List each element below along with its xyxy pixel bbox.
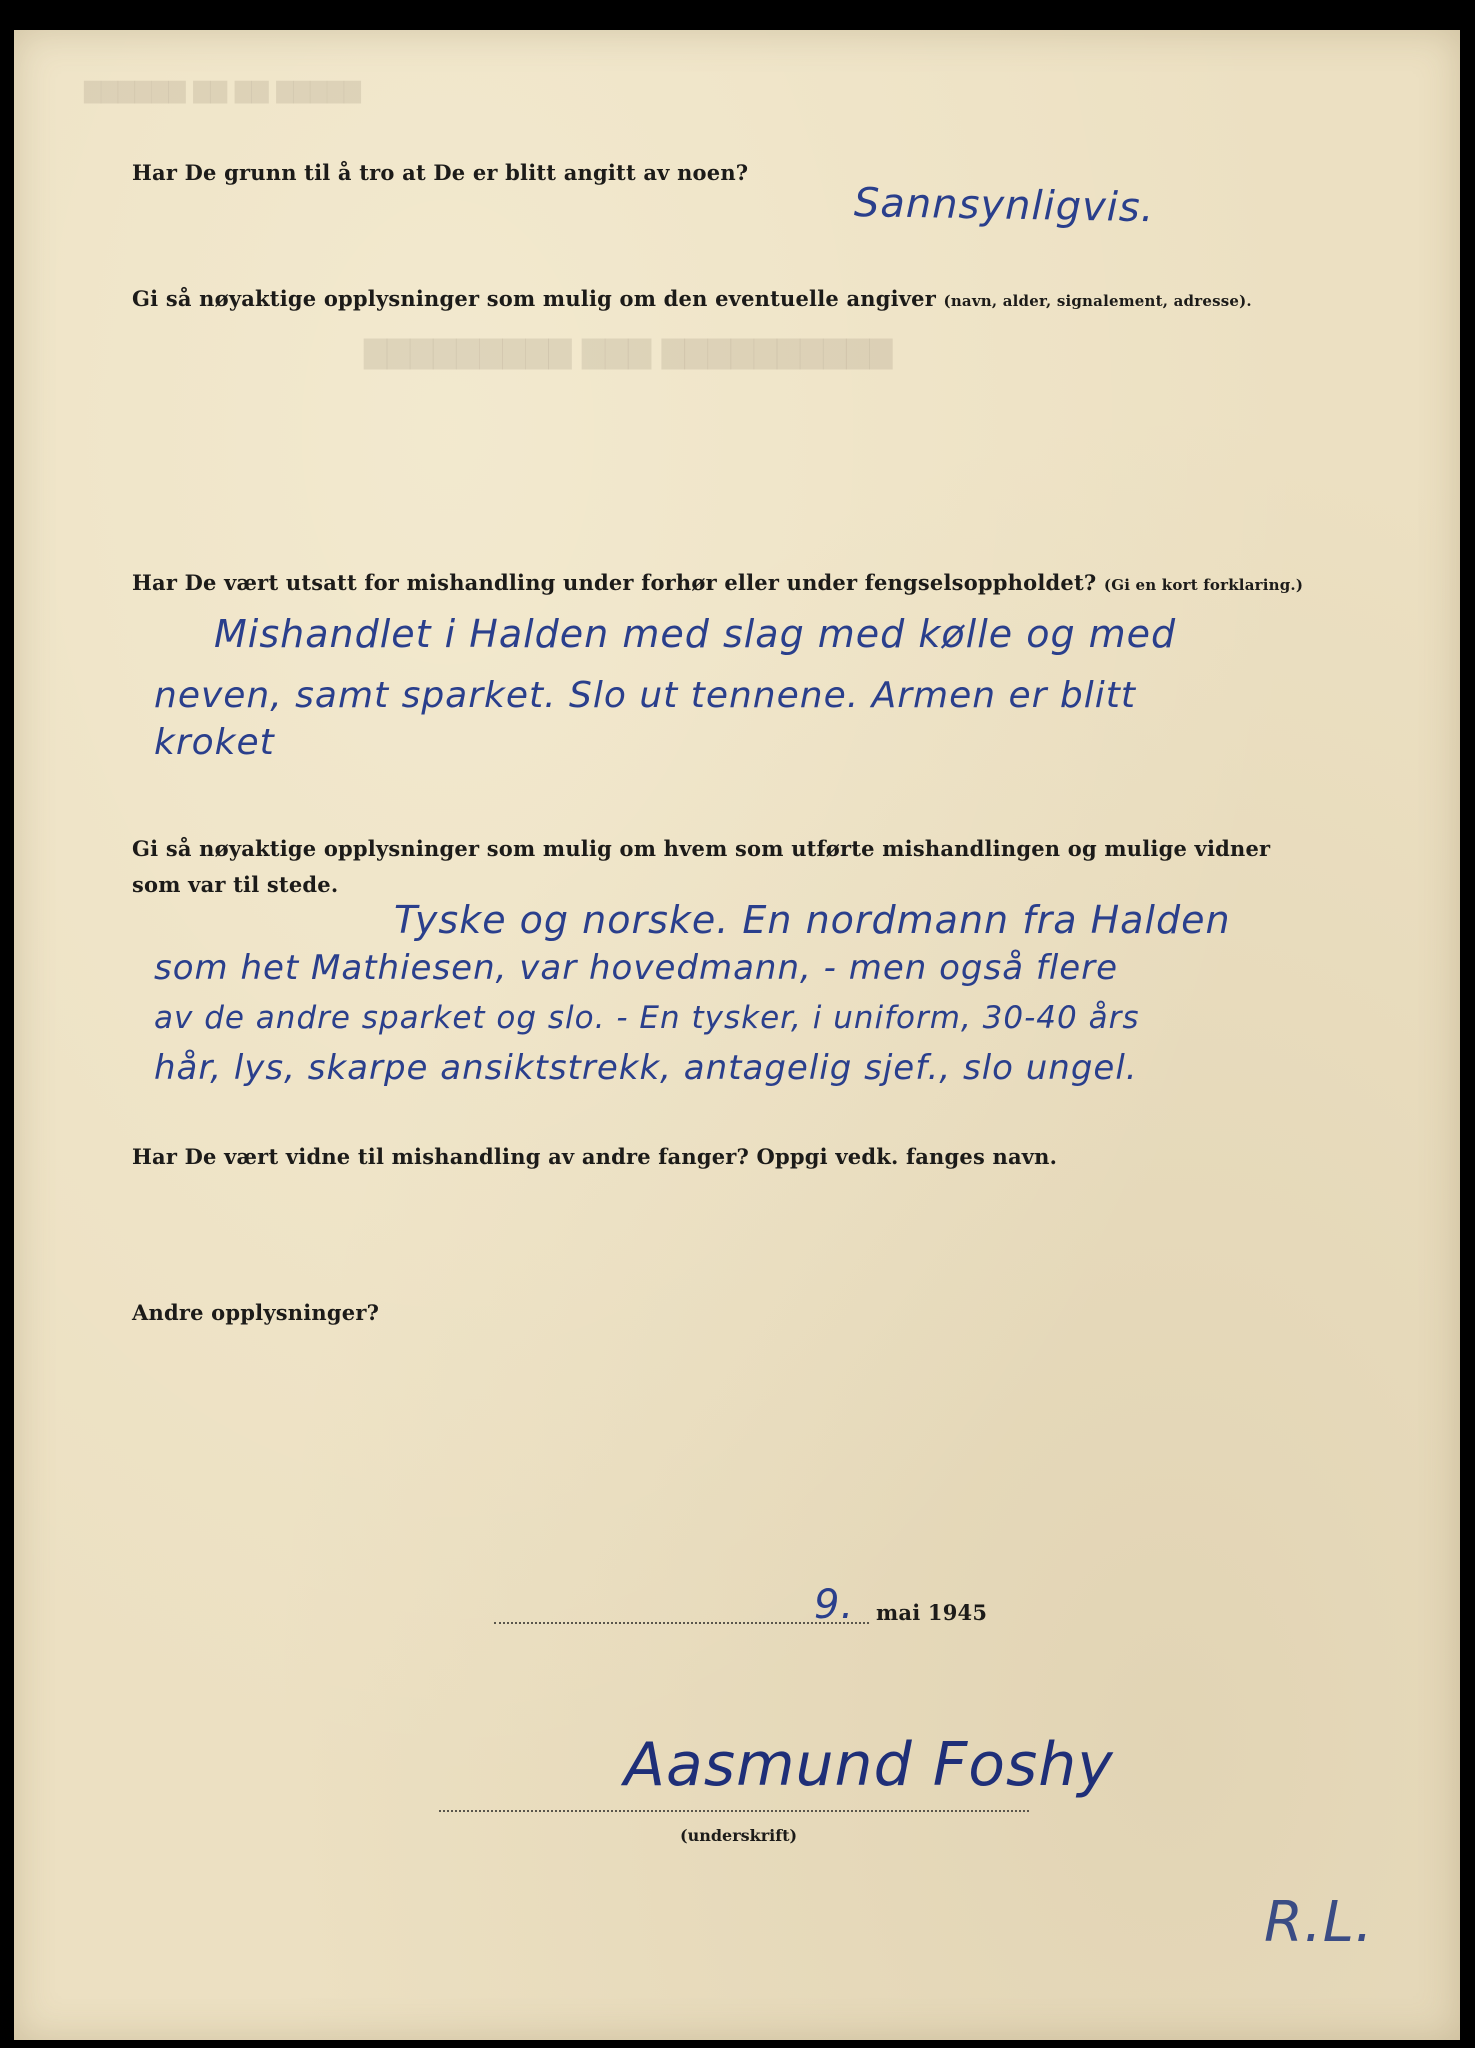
answer-3-line-3: kroket xyxy=(154,722,275,763)
date-day: 9. xyxy=(814,1582,855,1628)
answer-4-line-3: av de andre sparket og slo. - En tysker, i uniform, 30-40 års xyxy=(154,1000,1140,1036)
answer-4-line-4: hår, lys, skarpe ansiktstrekk, antagelig sjef., slo ungel. xyxy=(154,1048,1138,1088)
answer-3-line-2: neven, samt sparket. Slo ut tennene. Armen er blitt xyxy=(154,675,1137,716)
bleed-through-text: ▇▇▇▇▇ ▇▇ ▇▇ ▇▇▇▇▇▇ xyxy=(84,78,361,104)
question-3-note: (Gi en kort forklaring.) xyxy=(1103,576,1304,594)
question-5: Har De vært vidne til mishandling av andre fanger? Oppgi vedk. fanges navn. xyxy=(132,1144,1058,1169)
question-6: Andre opplysninger? xyxy=(132,1300,380,1325)
question-2 xyxy=(132,286,1252,311)
question-3-text: Har De vært utsatt for mishandling under forhør eller under fengselsoppholdet? xyxy=(132,570,1097,595)
date-text: mai 1945 xyxy=(876,1600,988,1625)
question-1: Har De grunn til å tro at De er blitt angitt av noen? xyxy=(132,160,749,185)
signature-line xyxy=(439,1810,1029,1812)
date-line xyxy=(494,1622,869,1624)
answer-3-line-1: Mishandlet i Halden med slag med kølle og med xyxy=(214,612,1177,656)
answer-1: Sannsynligvis. xyxy=(853,180,1155,232)
answer-4-line-1: Tyske og norske. En nordmann fra Halden xyxy=(394,898,1231,942)
signature: Aasmund Foshy xyxy=(624,1730,1114,1800)
question-2-text: Gi så nøyaktige opplysninger som mulig om den eventuelle angiver xyxy=(132,286,937,311)
answer-4-line-2: som het Mathiesen, var hovedmann, - men også flere xyxy=(154,948,1119,988)
question-4-line-1: Gi så nøyaktige opplysninger som mulig om hvem som utførte mishandlingen og mulige vidner xyxy=(132,836,1271,861)
question-2-note: (navn, alder, signalement, adresse). xyxy=(943,292,1252,310)
bleed-through-text: ▇▇▇▇▇▇▇▇▇▇ ▇▇▇ ▇▇▇▇▇▇▇▇▇ xyxy=(364,335,893,370)
question-4-line-2: som var til stede. xyxy=(132,872,339,897)
document-page xyxy=(14,30,1460,2040)
initials: R.L. xyxy=(1264,1890,1374,1955)
question-3 xyxy=(132,570,1303,595)
signature-label: (underskrift) xyxy=(680,1826,798,1845)
